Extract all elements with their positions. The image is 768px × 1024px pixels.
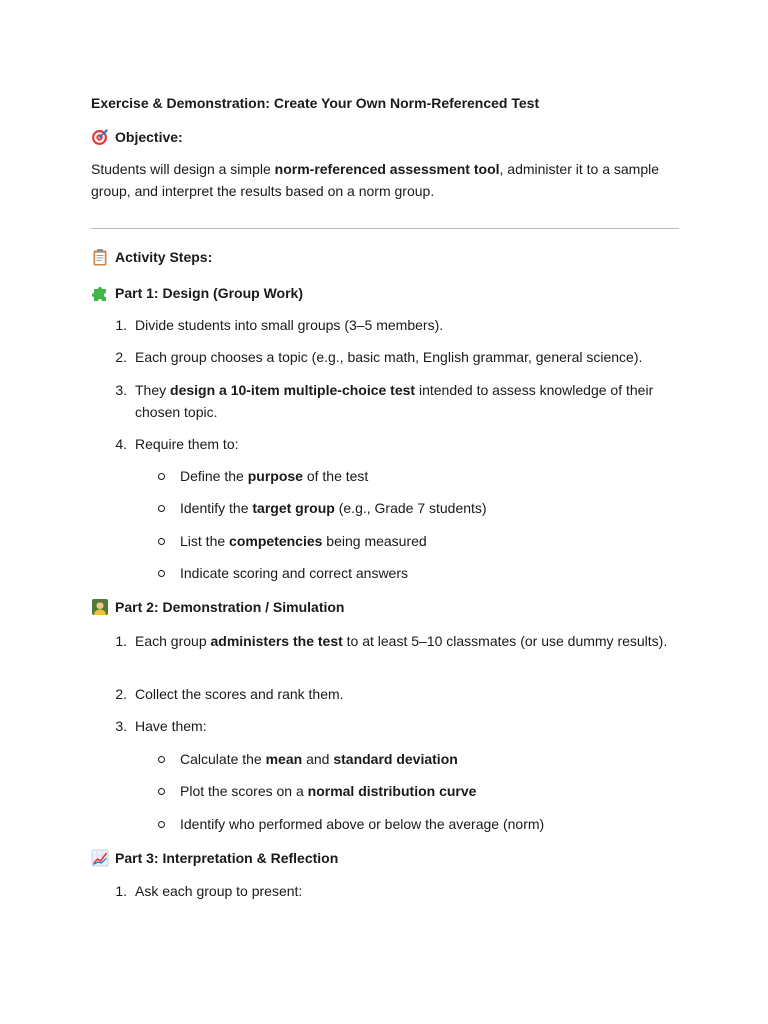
text-segment: Calculate the bbox=[180, 751, 266, 767]
text-segment: Require them to: bbox=[135, 436, 239, 452]
hollow-bullet-icon bbox=[158, 473, 165, 480]
text-segment: being measured bbox=[322, 533, 427, 549]
list-item-text bbox=[135, 314, 675, 336]
sub-item-text bbox=[180, 497, 680, 519]
text-segment: Identify the bbox=[180, 500, 253, 516]
text-segment: List the bbox=[180, 533, 230, 549]
list-number: 4. bbox=[115, 436, 127, 452]
list-number: 1. bbox=[115, 633, 127, 649]
text-segment: to at least 5–10 classmates (or use dummy results). bbox=[342, 633, 668, 649]
text-segment: intended to assess knowledge of their chosen topic. bbox=[135, 382, 654, 420]
hollow-bullet-icon bbox=[158, 570, 165, 577]
clipboard-icon bbox=[91, 248, 109, 266]
text-segment: of the test bbox=[302, 468, 369, 484]
hollow-bullet-icon bbox=[158, 756, 165, 763]
objective-heading-text: Objective: bbox=[115, 129, 183, 145]
text-segment-bold: normal distribution curve bbox=[307, 783, 477, 799]
list-number: 2. bbox=[115, 686, 127, 702]
text-segment: Indicate scoring and correct answers bbox=[180, 565, 408, 581]
list-item-text bbox=[135, 346, 675, 368]
activity-steps-heading bbox=[91, 248, 212, 266]
text-segment: Define the bbox=[180, 468, 248, 484]
text-segment: Each group bbox=[135, 633, 211, 649]
list-number: 3. bbox=[115, 718, 127, 734]
sub-item-text bbox=[180, 465, 680, 487]
sub-item-text bbox=[180, 813, 680, 835]
part3-heading-text: Part 3: Interpretation & Reflection bbox=[115, 850, 339, 866]
list-number: 2. bbox=[115, 349, 127, 365]
sub-item-text bbox=[180, 562, 680, 584]
text-segment: Each group chooses a topic (e.g., basic math, English grammar, general science). bbox=[135, 349, 643, 365]
text-segment: Divide students into small groups (3–5 members). bbox=[135, 317, 444, 333]
target-icon bbox=[91, 128, 109, 146]
part2-heading bbox=[91, 598, 344, 616]
text-segment-bold: competencies bbox=[229, 533, 323, 549]
list-item-text bbox=[135, 379, 675, 423]
list-item-text bbox=[135, 433, 675, 455]
text-segment-bold: administers the test bbox=[210, 633, 343, 649]
text-segment: Ask each group to present: bbox=[135, 883, 303, 899]
document-title: Exercise & Demonstration: Create Your Own Norm-Referenced Test bbox=[91, 95, 540, 111]
objective-paragraph bbox=[91, 158, 681, 202]
text-segment: (e.g., Grade 7 students) bbox=[334, 500, 487, 516]
text-segment-bold: purpose bbox=[247, 468, 303, 484]
text-segment: and bbox=[302, 751, 334, 767]
hollow-bullet-icon bbox=[158, 505, 165, 512]
activity-steps-heading-text: Activity Steps: bbox=[115, 249, 213, 265]
sub-item-text bbox=[180, 780, 680, 802]
text-segment: They bbox=[135, 382, 171, 398]
list-item-text bbox=[135, 683, 675, 705]
hollow-bullet-icon bbox=[158, 788, 165, 795]
text-segment: Have them: bbox=[135, 718, 207, 734]
list-number: 1. bbox=[115, 883, 127, 899]
hollow-bullet-icon bbox=[158, 821, 165, 828]
text-segment-bold: standard deviation bbox=[333, 751, 458, 767]
objective-text-a: Students will design a simple bbox=[91, 161, 275, 177]
hollow-bullet-icon bbox=[158, 538, 165, 545]
list-item-text bbox=[135, 630, 675, 652]
list-item-text bbox=[135, 715, 675, 737]
part1-heading bbox=[91, 284, 303, 302]
sub-item-text bbox=[180, 530, 680, 552]
objective-text-bold: norm-referenced assessment tool bbox=[274, 161, 500, 177]
list-number: 1. bbox=[115, 317, 127, 333]
chart-increasing-icon bbox=[91, 849, 109, 867]
text-segment-bold: target group bbox=[252, 500, 335, 516]
text-segment-bold: mean bbox=[265, 751, 303, 767]
text-segment: Collect the scores and rank them. bbox=[135, 686, 344, 702]
part2-heading-text: Part 2: Demonstration / Simulation bbox=[115, 599, 345, 615]
puzzle-icon bbox=[91, 284, 109, 302]
horizontal-divider bbox=[91, 228, 679, 229]
teacher-icon bbox=[91, 598, 109, 616]
part1-heading-text: Part 1: Design (Group Work) bbox=[115, 285, 303, 301]
sub-item-text bbox=[180, 748, 680, 770]
objective-text-c: , administer it to a sample group, and interpret the results based on a norm group. bbox=[91, 161, 660, 199]
objective-heading bbox=[91, 128, 183, 146]
part3-heading bbox=[91, 849, 338, 867]
text-segment: Identify who performed above or below the average (norm) bbox=[180, 816, 545, 832]
list-item-text bbox=[135, 880, 675, 902]
list-number: 3. bbox=[115, 382, 127, 398]
text-segment: Plot the scores on a bbox=[180, 783, 308, 799]
text-segment-bold: design a 10-item multiple-choice test bbox=[170, 382, 416, 398]
